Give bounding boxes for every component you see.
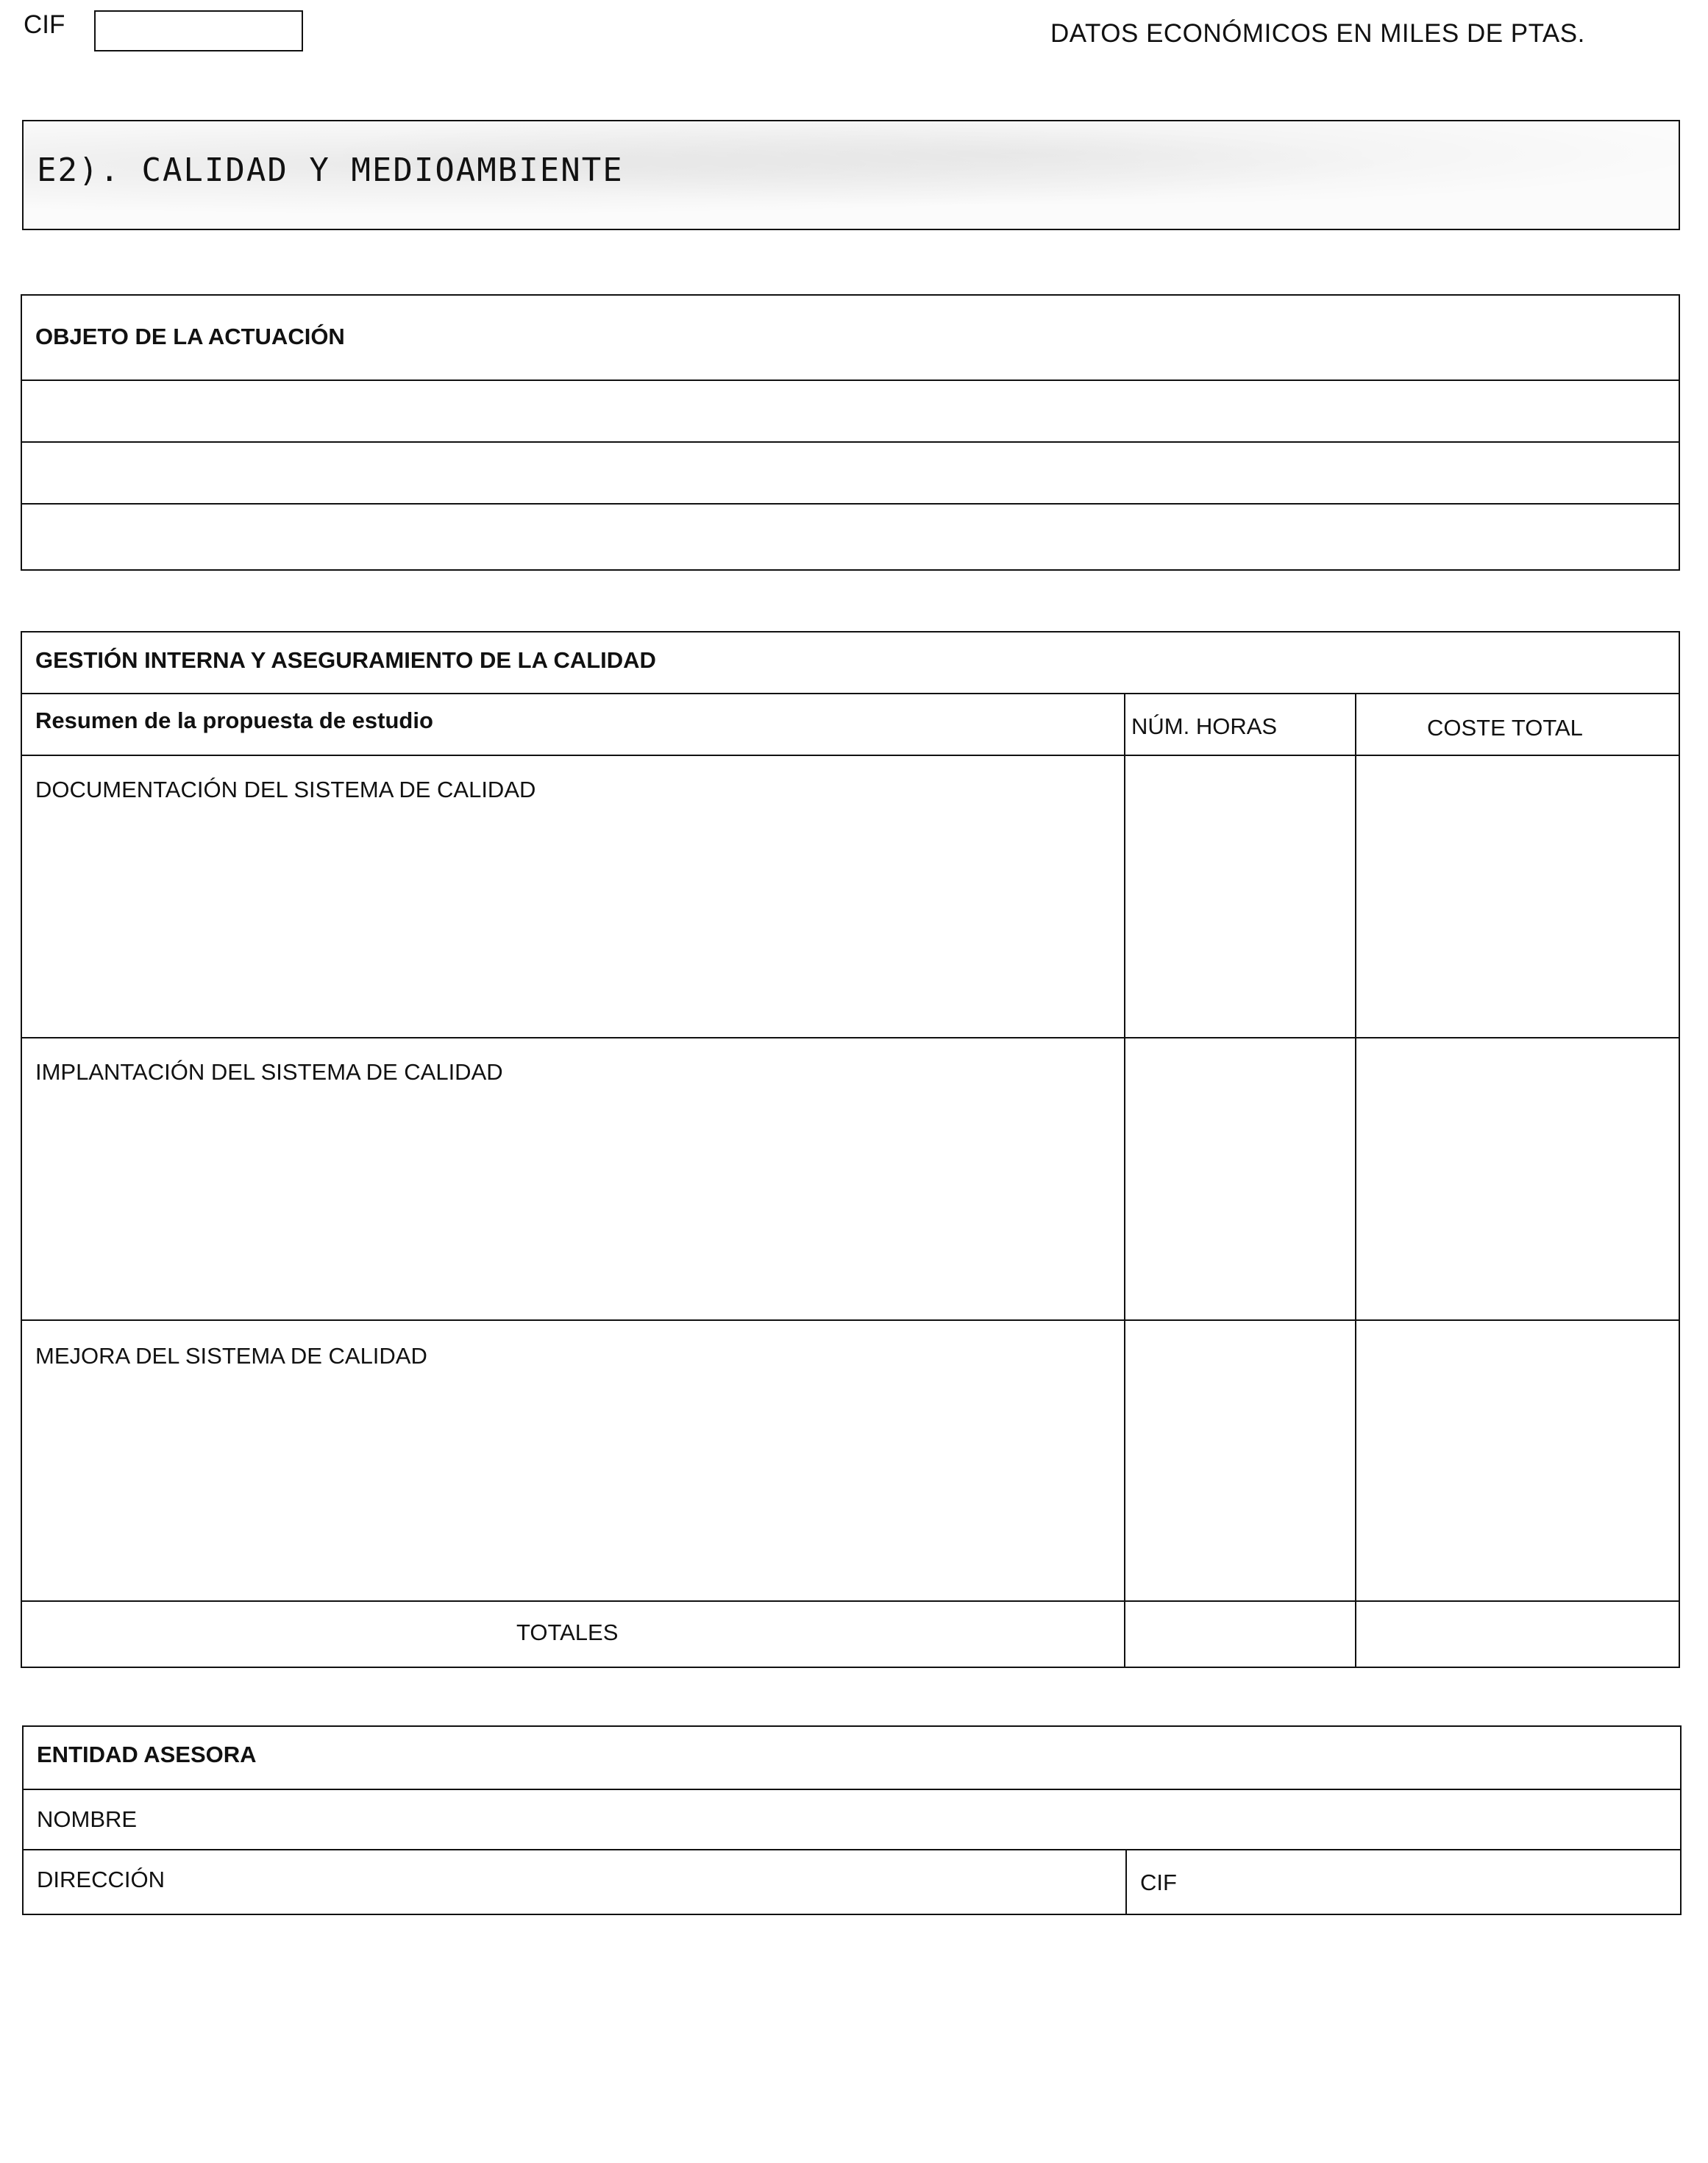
entidad-cif-label: CIF [1140, 1870, 1177, 1895]
section-title: E2). CALIDAD Y MEDIOAMBIENTE [37, 152, 624, 189]
objeto-line-2[interactable] [22, 443, 1679, 503]
hours-cell[interactable] [1125, 1321, 1353, 1600]
cif-input-box[interactable] [94, 10, 303, 51]
row-documentacion[interactable] [22, 756, 1122, 1037]
nombre-field[interactable] [24, 1790, 1680, 1849]
col-header-summary: Resumen de la propuesta de estudio [35, 708, 433, 733]
entidad-title: ENTIDAD ASESORA [37, 1742, 257, 1767]
totals-cost-cell[interactable] [1356, 1602, 1679, 1667]
objeto-line-1[interactable] [22, 381, 1679, 441]
direccion-label: DIRECCIÓN [37, 1867, 165, 1892]
col-header-cost: COSTE TOTAL [1427, 715, 1583, 741]
hours-cell[interactable] [1125, 1038, 1353, 1319]
row-mejora[interactable] [22, 1321, 1122, 1600]
col-header-hours: NÚM. HORAS [1131, 713, 1278, 739]
entidad-cif-field[interactable] [1127, 1850, 1680, 1914]
objeto-line-3[interactable] [22, 505, 1679, 569]
nombre-label: NOMBRE [37, 1806, 138, 1832]
row-implantacion[interactable] [22, 1038, 1122, 1319]
row-label: DOCUMENTACIÓN DEL SISTEMA DE CALIDAD [35, 777, 536, 802]
objeto-title: OBJETO DE LA ACTUACIÓN [35, 324, 345, 349]
currency-note: DATOS ECONÓMICOS EN MILES DE PTAS. [1050, 19, 1585, 48]
cif-label: CIF [24, 10, 65, 39]
totals-hours-cell[interactable] [1125, 1602, 1353, 1667]
cost-cell[interactable] [1356, 1321, 1679, 1600]
totals-label: TOTALES [516, 1619, 619, 1645]
direccion-field[interactable] [24, 1850, 1124, 1914]
cost-cell[interactable] [1356, 1038, 1679, 1319]
row-label: IMPLANTACIÓN DEL SISTEMA DE CALIDAD [35, 1059, 503, 1085]
hours-cell[interactable] [1125, 756, 1353, 1037]
gestion-table [21, 631, 1680, 1668]
row-label: MEJORA DEL SISTEMA DE CALIDAD [35, 1343, 427, 1369]
gestion-divider [22, 693, 1679, 694]
cost-cell[interactable] [1356, 756, 1679, 1037]
entidad-table [22, 1725, 1682, 1915]
objeto-table [21, 294, 1680, 571]
gestion-title: GESTIÓN INTERNA Y ASEGURAMIENTO DE LA CALIDAD [35, 647, 656, 673]
